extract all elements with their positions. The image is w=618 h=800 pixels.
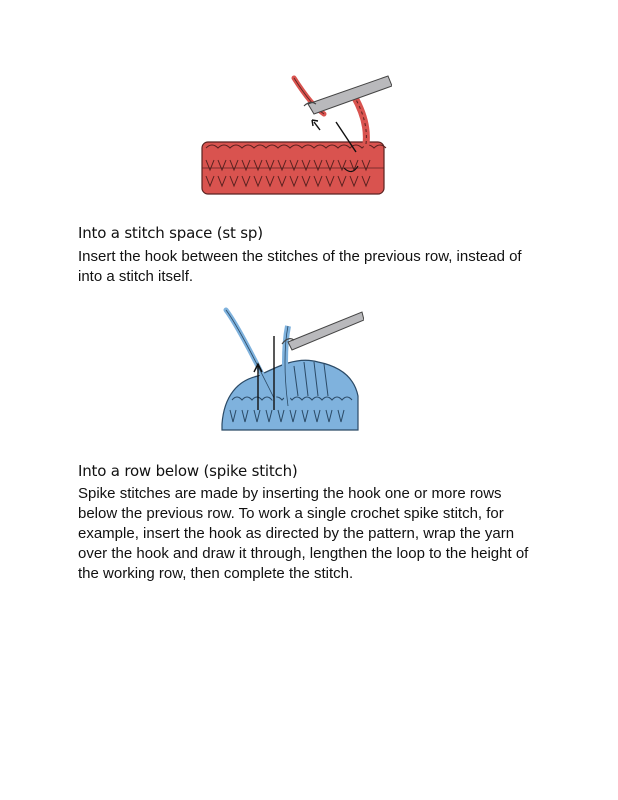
blue-crochet-swatch-drawing (218, 306, 364, 436)
crochet-hook (282, 312, 364, 350)
blue-swatch (222, 360, 358, 430)
red-swatch (202, 142, 386, 194)
stitch-space-illustration (196, 70, 392, 198)
section-body-stitch-space: Insert the hook between the stitches of the previous row, instead of into a stitch itself. (78, 248, 522, 285)
crochet-hook (304, 76, 392, 114)
red-crochet-swatch-drawing (196, 70, 392, 198)
section-heading-spike-stitch: Into a row below (spike stitch) (78, 462, 298, 480)
section-heading-stitch-space: Into a stitch space (st sp) (78, 224, 263, 242)
spike-stitch-illustration (218, 306, 364, 436)
section-body-spike-stitch: Spike stitches are made by inserting the hook one or more rows below the previous row. To work a single crochet spike stitch, for example, insert the hook as directed by the pattern, wrap the yarn over the hook and draw it through, lengthen the loop to the height of the working row, then complete the stitch. (78, 485, 529, 582)
